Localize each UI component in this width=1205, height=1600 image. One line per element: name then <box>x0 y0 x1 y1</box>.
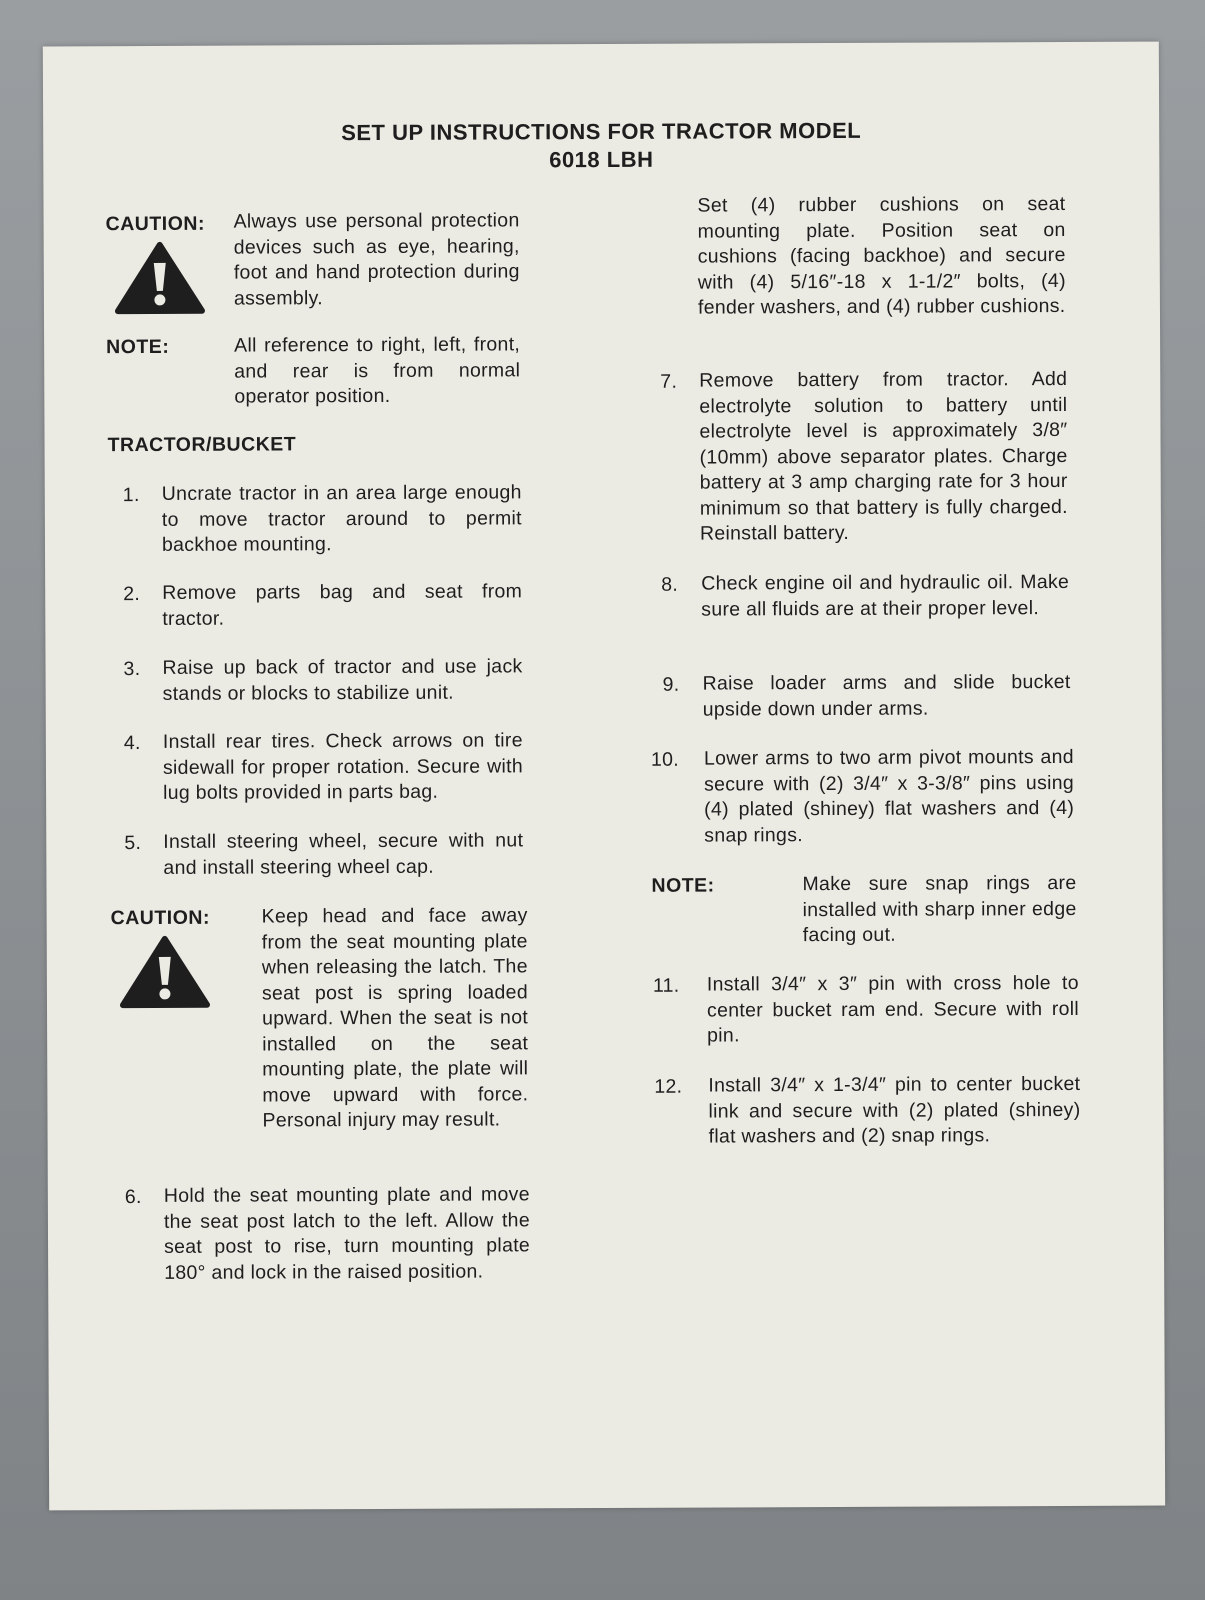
instruction-sheet <box>43 42 1165 1511</box>
step-number: 3. <box>123 658 141 681</box>
step-number: 10. <box>650 748 679 771</box>
document-model: 6018 LBH <box>549 146 654 173</box>
step-text: Check engine oil and hydraulic oil. Make sure all fluids are at their proper level. <box>701 570 1070 621</box>
note-label: NOTE: <box>651 874 715 897</box>
step-number: 7. <box>660 370 678 393</box>
step-number: 1. <box>122 484 140 507</box>
step-text: Install 3/4″ x 1-3/4″ pin to center bucket link and secure with (2) plated (shiney) flat washers and (2) snap rings. <box>708 1072 1081 1148</box>
note-label: NOTE: <box>106 335 170 359</box>
note-text: Make sure snap rings are installed with sharp inner edge facing out. <box>802 871 1077 947</box>
step-number: 5. <box>124 832 142 855</box>
step-text: Raise up back of tractor and use jack stands or blocks to stabilize unit. <box>162 655 523 705</box>
step-number: 4. <box>123 732 141 755</box>
step-number: 2. <box>123 583 141 606</box>
step-number: 6. <box>124 1186 142 1209</box>
step-text: Install 3/4″ x 3″ pin with cross hole to center bucket ram end. Secure with roll pin. <box>706 971 1080 1047</box>
step-text: Hold the seat mounting plate and move the seat post latch to the left. Allow the seat post to rise, turn mounting plate 180° and lock in the raised position. <box>163 1183 531 1284</box>
step-number: 12. <box>654 1075 683 1098</box>
step-text: Install steering wheel, secure with nut and install steering wheel cap. <box>163 829 524 879</box>
step-text: Install rear tires. Check arrows on tire sidewall for proper rotation. Secure with lug bolts provided in parts bag. <box>162 729 524 804</box>
caution-text: Keep head and face away from the seat mounting plate when releasing the latch. The seat post is spring loaded upward. When the seat is not installed on the seat mounting plate, the plate will move upward with force. Personal injury may result. <box>261 904 529 1132</box>
warning-triangle-icon <box>119 935 211 1009</box>
step-number: 9. <box>662 673 680 696</box>
step-text: Uncrate tractor in an area large enough to move tractor around to permit backhoe mounting. <box>161 481 522 556</box>
caution-label: CAUTION: <box>105 212 205 236</box>
step-text: Lower arms to two arm pivot mounts and secure with (2) 3/4″ x 3-3/8″ pins using (4) plated (shiney) flat washers and (4) snap rings. <box>703 745 1075 847</box>
step-continuation-text: Set (4) rubber cushions on seat mounting plate. Position seat on cushions (facing backhoe) and secure with (4) 5/16″-18 x 1-1/2″ bolts, (4) fender washers, and (4) rubber cushions. <box>697 192 1066 319</box>
step-text: Remove battery from tractor. Add electrolyte solution to battery until electrolyte level is approximately 3/8″ (10mm) above separator plates. Charge battery at 3 amp charging rate for 3 hour minimum so that battery is fully charged. Reinstall battery. <box>699 367 1068 545</box>
step-number: 11. <box>652 974 680 997</box>
step-text: Raise loader arms and slide bucket upside down under arms. <box>702 670 1071 721</box>
step-number: 8. <box>661 573 679 596</box>
caution-label: CAUTION: <box>110 906 210 930</box>
step-text: Remove parts bag and seat from tractor. <box>162 580 523 630</box>
caution-text: Always use personal protection devices such as eye, hearing, foot and hand protection during assembly. <box>233 209 520 310</box>
warning-triangle-icon <box>114 241 206 315</box>
document-title: SET UP INSTRUCTIONS FOR TRACTOR MODEL <box>341 117 862 146</box>
section-heading: TRACTOR/BUCKET <box>107 433 297 457</box>
note-text: All reference to right, left, front, and rear is from normal operator position. <box>234 333 521 408</box>
